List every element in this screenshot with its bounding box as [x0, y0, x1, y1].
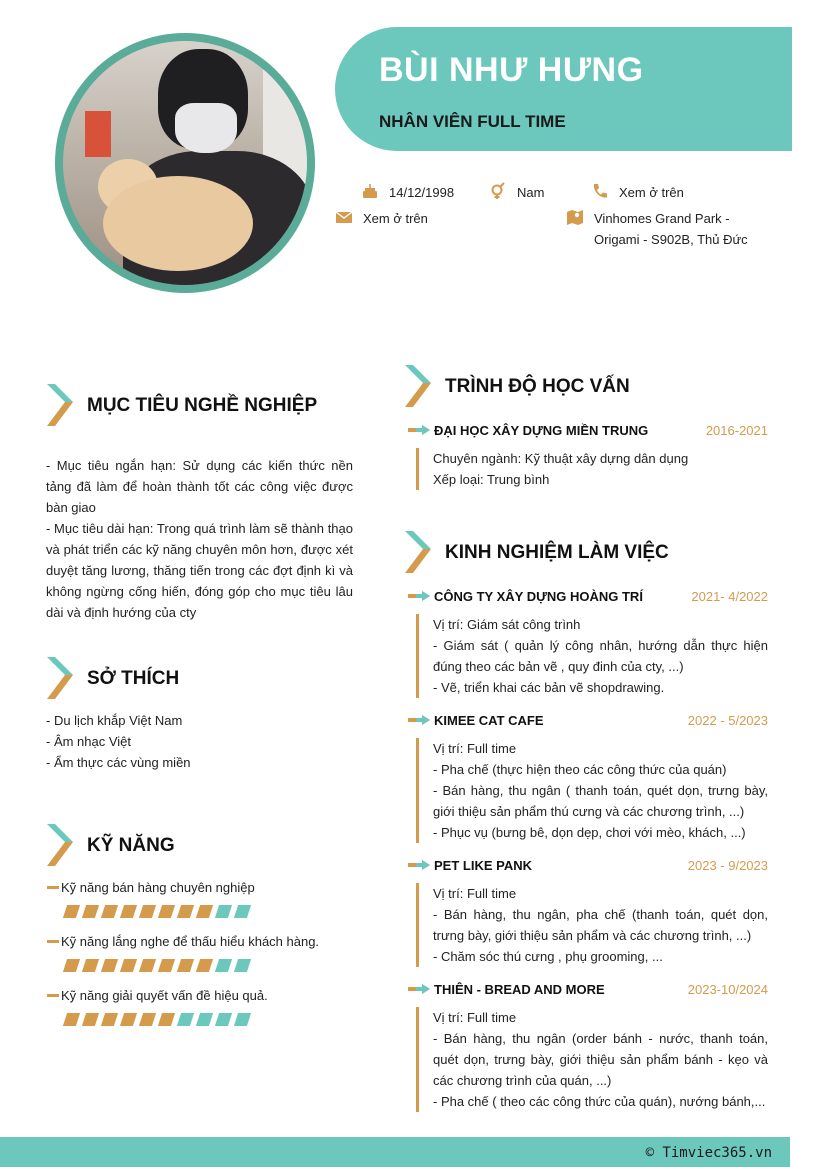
education-title: TRÌNH ĐỘ HỌC VẤN	[445, 376, 630, 397]
skill-item	[47, 988, 347, 1026]
skill-segment-filled	[196, 959, 213, 972]
experience-date: 2021- 4/2022	[691, 588, 768, 604]
experience-details: Vị trí: Full time - Pha chế (thực hiện theo các công thức của quán) - Bán hàng, thu ngân ( thanh toán, quét dọn, trưng bày, giới thiệu sản phẩm thú cưng và các chương trình, ...) - Phục vụ (bưng bê, dọn dẹp, chơi với mèo, khách, ...)	[416, 738, 768, 843]
profile-photo	[63, 41, 307, 285]
arrow-icon	[408, 715, 430, 725]
skill-level-bar	[65, 959, 347, 972]
experience-item	[408, 855, 768, 967]
objective-long-term: - Mục tiêu dài hạn: Trong quá trình làm sẽ thành thạo và phát triển các kỹ năng chuyên môn hơn, được xét duyệt tăng lương, thăng tiến trong các đợt định kì và không ngừng cống hiến, đóng góp cho mục tiêu lâu dài và định hướng của cty	[46, 521, 353, 620]
experience-item	[408, 710, 768, 843]
skill-segment-empty	[177, 1013, 194, 1026]
skill-segment-filled	[82, 959, 99, 972]
company-name: KIMEE CAT CAFE	[434, 712, 544, 728]
dash-icon	[47, 994, 59, 997]
skill-segment-filled	[82, 905, 99, 918]
experience-details: Vị trí: Full time - Bán hàng, thu ngân (order bánh - nước, thanh toán, quét dọn, trưng bày, giới thiệu sản phẩm bánh - kẹo và các chương trình của quán, ...) - Pha chế ( theo các công thức của quán), nướng bánh,...	[416, 1007, 768, 1112]
education-date: 2016-2021	[705, 422, 768, 438]
skill-label: Kỹ năng giải quyết vấn đề hiệu quả.	[61, 988, 268, 1003]
hobbies-section-header	[47, 657, 179, 701]
skill-segment-empty	[215, 1013, 232, 1026]
arrow-icon	[408, 591, 430, 601]
hobbies-list	[46, 710, 346, 773]
gender-info: Nam	[489, 182, 544, 203]
footer-watermark: © Timviec365.vn	[645, 1145, 772, 1161]
skill-segment-filled	[177, 905, 194, 918]
experience-title: KINH NGHIỆM LÀM VIỆC	[445, 542, 669, 563]
chevron-icon	[47, 824, 73, 868]
arrow-icon	[408, 984, 430, 994]
education-section-header	[405, 365, 630, 409]
skill-segment-filled	[158, 959, 175, 972]
experience-section-header	[405, 531, 669, 575]
address-line-1: Vinhomes Grand Park -	[594, 211, 730, 226]
chevron-icon	[47, 657, 73, 701]
skill-segment-empty	[234, 959, 251, 972]
company-name: PET LIKE PANK	[434, 857, 532, 873]
hobbies-title: SỞ THÍCH	[87, 668, 180, 689]
dash-icon	[47, 886, 59, 889]
experience-date: 2022 - 5/2023	[687, 712, 768, 728]
education-details: Chuyên ngành: Kỹ thuật xây dựng dân dụng Xếp loại: Trung bình	[416, 448, 768, 490]
chevron-icon	[405, 365, 431, 409]
hobby-item: - Ẩm thực các vùng miền	[46, 755, 191, 770]
skill-segment-filled	[120, 959, 137, 972]
skill-segment-filled	[196, 905, 213, 918]
chevron-icon	[47, 384, 73, 428]
experience-date: 2023 - 9/2023	[687, 857, 768, 873]
skill-label: Kỹ năng lắng nghe để thấu hiểu khách hàng.	[61, 934, 320, 949]
experience-date: 2023-10/2024	[687, 981, 768, 997]
skill-segment-filled	[158, 905, 175, 918]
address-info	[566, 208, 748, 250]
objective-short-term: - Mục tiêu ngắn hạn: Sử dụng các kiến thức nền tảng đã làm để hoàn thành tốt các công việc được bàn giao	[46, 458, 353, 515]
skill-label: Kỹ năng bán hàng chuyên nghiệp	[61, 880, 255, 895]
name-banner	[335, 27, 792, 151]
objective-title: MỤC TIÊU NGHỀ NGHIỆP	[87, 395, 318, 416]
skill-segment-empty	[234, 905, 251, 918]
skill-segment-filled	[139, 1013, 156, 1026]
skill-segment-empty	[196, 1013, 213, 1026]
school-name: ĐẠI HỌC XÂY DỰNG MIỀN TRUNG	[434, 422, 649, 438]
gender-icon	[489, 182, 507, 200]
skill-segment-empty	[234, 1013, 251, 1026]
skill-level-bar	[65, 905, 347, 918]
map-icon	[566, 208, 584, 226]
hobby-item: - Âm nhạc Việt	[46, 734, 132, 749]
skill-item	[47, 880, 347, 918]
skill-segment-filled	[82, 1013, 99, 1026]
experience-details: Vị trí: Giám sát công trình - Giám sát ( quản lý công nhân, hướng dẫn thực hiện đúng theo các bản vẽ , quy đinh của cty, ...) - Vẽ, triển khai các bản vẽ shopdrawing.	[416, 614, 768, 698]
profile-photo-frame	[55, 33, 315, 293]
skill-segment-filled	[120, 1013, 137, 1026]
skill-level-bar	[65, 1013, 347, 1026]
cake-icon	[361, 182, 379, 200]
dash-icon	[47, 940, 59, 943]
company-name: CÔNG TY XÂY DỰNG HOÀNG TRÍ	[434, 588, 643, 604]
skill-segment-filled	[63, 1013, 80, 1026]
skill-segment-filled	[63, 959, 80, 972]
phone-icon	[591, 182, 609, 200]
experience-details: Vị trí: Full time - Bán hàng, thu ngân, pha chế (thanh toán, quét dọn, trưng bày, giới thiệu sản phẩm và các chương trình, ...) - Chăm sóc thú cưng , phụ grooming, ...	[416, 883, 768, 967]
birthday-info: 14/12/1998	[361, 182, 454, 203]
skills-title: KỸ NĂNG	[87, 835, 175, 856]
skill-segment-filled	[177, 959, 194, 972]
skill-segment-empty	[215, 959, 232, 972]
experience-item	[408, 979, 768, 1112]
skill-segment-filled	[63, 905, 80, 918]
skill-segment-filled	[101, 1013, 118, 1026]
skills-section-header	[47, 824, 175, 868]
arrow-icon	[408, 860, 430, 870]
company-name: THIÊN - BREAD AND MORE	[434, 981, 605, 997]
phone-info: Xem ở trên	[591, 182, 684, 203]
email-info: Xem ở trên	[335, 208, 428, 229]
experience-item	[408, 586, 768, 698]
skill-segment-filled	[139, 905, 156, 918]
skill-segment-filled	[120, 905, 137, 918]
skill-segment-empty	[215, 905, 232, 918]
hobby-item: - Du lịch khắp Việt Nam	[46, 713, 183, 728]
skill-segment-filled	[158, 1013, 175, 1026]
objective-section-header	[47, 384, 317, 428]
candidate-name: BÙI NHƯ HƯNG	[379, 51, 644, 89]
skill-segment-filled	[101, 959, 118, 972]
footer-bar	[0, 1137, 790, 1167]
objective-text	[46, 455, 353, 623]
chevron-icon	[405, 531, 431, 575]
envelope-icon	[335, 208, 353, 226]
skill-segment-filled	[101, 905, 118, 918]
skill-item	[47, 934, 347, 972]
address-line-2: Origami - S902B, Thủ Đức	[594, 232, 748, 247]
education-item	[408, 420, 768, 490]
candidate-position: NHÂN VIÊN FULL TIME	[379, 112, 566, 131]
skill-segment-filled	[139, 959, 156, 972]
arrow-icon	[408, 425, 430, 435]
